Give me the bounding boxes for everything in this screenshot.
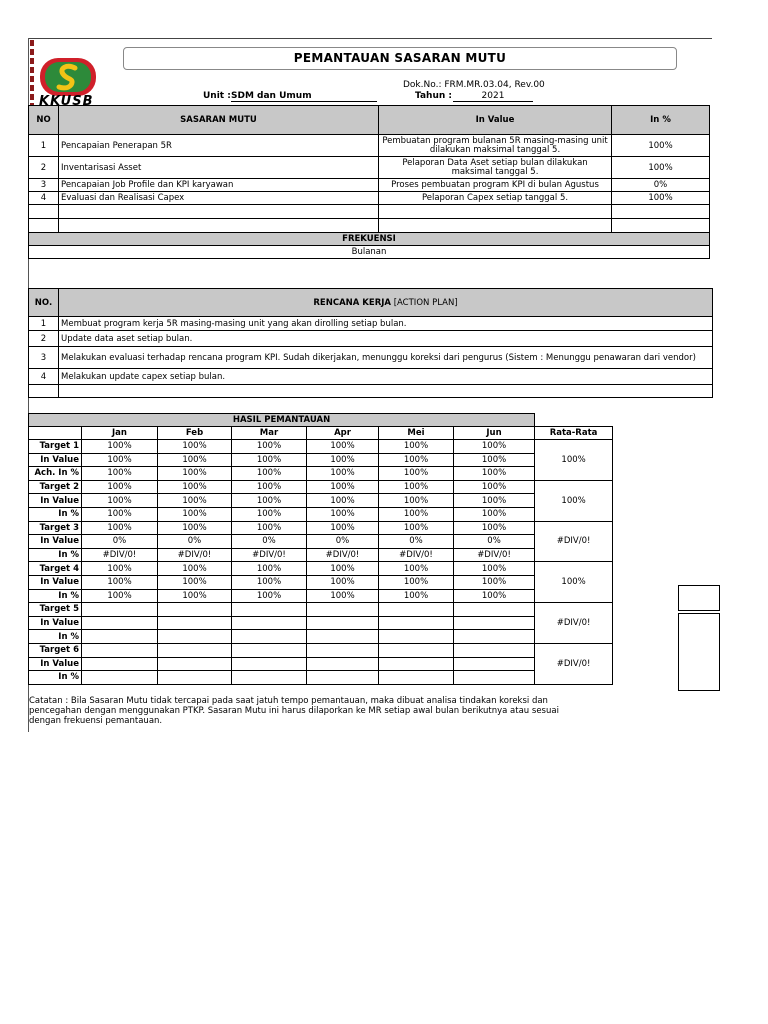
month-value bbox=[82, 657, 158, 671]
unit-label: Unit : bbox=[203, 91, 231, 101]
row-label: In % bbox=[29, 630, 82, 644]
action-text: Melakukan update capex setiap bulan. bbox=[59, 369, 713, 385]
month-value bbox=[232, 671, 307, 685]
average-value: 100% bbox=[535, 562, 613, 603]
month-value: 100% bbox=[307, 589, 379, 603]
table-row bbox=[29, 179, 710, 192]
month-value: 100% bbox=[454, 562, 535, 576]
month-value bbox=[158, 616, 232, 630]
month-value: 0% bbox=[158, 535, 232, 549]
month-value: 100% bbox=[307, 507, 379, 521]
month-value: 100% bbox=[232, 562, 307, 576]
monitoring-title: HASIL PEMANTAUAN bbox=[29, 414, 535, 427]
month-value bbox=[158, 657, 232, 671]
month-value: 100% bbox=[158, 480, 232, 494]
month-value: 100% bbox=[379, 562, 454, 576]
month-value: 100% bbox=[454, 521, 535, 535]
frekuensi-header-row bbox=[29, 233, 710, 246]
month-value: 100% bbox=[82, 589, 158, 603]
row-in-pct: 100% bbox=[612, 157, 710, 179]
month-value: 100% bbox=[454, 440, 535, 454]
row-label: In Value bbox=[29, 616, 82, 630]
row-in-pct: 0% bbox=[612, 179, 710, 192]
month-value: 100% bbox=[158, 575, 232, 589]
month-value: 100% bbox=[379, 480, 454, 494]
month-value bbox=[232, 616, 307, 630]
month-value: 100% bbox=[82, 521, 158, 535]
month-value bbox=[379, 603, 454, 617]
empty-row bbox=[29, 219, 710, 233]
avg-header: Rata-Rata bbox=[535, 427, 613, 440]
month-header: Apr bbox=[307, 427, 379, 440]
table-row bbox=[29, 192, 710, 205]
month-value: 100% bbox=[158, 521, 232, 535]
action-text: Membuat program kerja 5R masing-masing unit yang akan dirolling setiap bulan. bbox=[59, 317, 713, 331]
empty-cell bbox=[535, 414, 613, 427]
month-value bbox=[158, 603, 232, 617]
month-value bbox=[307, 657, 379, 671]
footnote: Catatan : Bila Sasaran Mutu tidak tercapai pada saat jatuh tempo pemantauan, maka dibuat analisa tindakan koreksi dan pencegahan dengan menggunakan PTKP. Sasaran Mutu ini harus dilaporkan ke MR setiap awal bulan berikutnya atau sesuai dengan frekuensi pemantauan. bbox=[29, 696, 559, 726]
row-sasaran: Pencapaian Job Profile dan KPI karyawan bbox=[59, 179, 379, 192]
action-text: Melakukan evaluasi terhadap rencana program KPI. Sudah dikerjakan, menunggu koreksi dari pengurus (Sistem : Menunggu penawaran dari vendor) bbox=[59, 347, 713, 369]
month-value bbox=[232, 630, 307, 644]
month-value: 100% bbox=[454, 453, 535, 467]
month-value: 100% bbox=[379, 467, 454, 481]
month-value bbox=[307, 603, 379, 617]
col-sasaran: SASARAN MUTU bbox=[59, 106, 379, 135]
month-value bbox=[379, 643, 454, 657]
month-value bbox=[232, 603, 307, 617]
month-header: Mar bbox=[232, 427, 307, 440]
month-value bbox=[82, 630, 158, 644]
month-value: 100% bbox=[232, 589, 307, 603]
month-value bbox=[307, 671, 379, 685]
average-value: #DIV/0! bbox=[535, 643, 613, 684]
month-value bbox=[82, 643, 158, 657]
table-row bbox=[29, 616, 613, 630]
month-value: 0% bbox=[232, 535, 307, 549]
action-title-bold: RENCANA KERJA bbox=[313, 297, 391, 308]
row-label: In Value bbox=[29, 453, 82, 467]
table-row bbox=[29, 157, 710, 179]
tahun-value: 2021 bbox=[453, 91, 533, 102]
month-value bbox=[454, 603, 535, 617]
month-header: Feb bbox=[158, 427, 232, 440]
month-value bbox=[232, 643, 307, 657]
table-row bbox=[29, 494, 613, 508]
table-row bbox=[29, 575, 613, 589]
month-value: 100% bbox=[158, 467, 232, 481]
tahun-label: Tahun : bbox=[415, 91, 453, 101]
month-value bbox=[307, 630, 379, 644]
page-title: PEMANTAUAN SASARAN MUTU bbox=[293, 51, 507, 65]
month-header: Jun bbox=[454, 427, 535, 440]
table-row bbox=[29, 453, 613, 467]
month-value: #DIV/0! bbox=[158, 548, 232, 562]
month-value bbox=[454, 671, 535, 685]
month-value: 100% bbox=[307, 467, 379, 481]
list-item bbox=[29, 317, 713, 331]
month-header: Mei bbox=[379, 427, 454, 440]
row-in-pct: 100% bbox=[612, 135, 710, 157]
month-value: 100% bbox=[379, 507, 454, 521]
month-value: 100% bbox=[307, 562, 379, 576]
month-value: 0% bbox=[307, 535, 379, 549]
month-value: 100% bbox=[232, 507, 307, 521]
list-item bbox=[29, 369, 713, 385]
row-in-value: Pelaporan Data Aset setiap bulan dilakukan maksimal tanggal 5. bbox=[379, 157, 612, 179]
month-value: 100% bbox=[82, 467, 158, 481]
table-row bbox=[29, 643, 613, 657]
month-value: 100% bbox=[158, 440, 232, 454]
monitoring-title-row bbox=[29, 414, 613, 427]
table-row bbox=[29, 521, 613, 535]
average-value: 100% bbox=[535, 480, 613, 521]
month-value: 100% bbox=[158, 507, 232, 521]
row-no: 1 bbox=[29, 135, 59, 157]
month-header-row bbox=[29, 427, 613, 440]
month-value bbox=[379, 671, 454, 685]
month-value bbox=[379, 630, 454, 644]
month-value: 100% bbox=[454, 507, 535, 521]
table-row bbox=[29, 562, 613, 576]
month-value bbox=[82, 671, 158, 685]
month-value: 100% bbox=[158, 562, 232, 576]
average-value: 100% bbox=[535, 440, 613, 481]
month-value: 100% bbox=[307, 480, 379, 494]
col-in-pct: In % bbox=[612, 106, 710, 135]
row-label: In % bbox=[29, 548, 82, 562]
month-value: 100% bbox=[379, 521, 454, 535]
month-value: 0% bbox=[454, 535, 535, 549]
doc-number: Dok.No.: FRM.MR.03.04, Rev.00 bbox=[403, 80, 545, 90]
month-value: 100% bbox=[454, 575, 535, 589]
month-value: 0% bbox=[82, 535, 158, 549]
row-label: Ach. In % bbox=[29, 467, 82, 481]
month-value: 100% bbox=[232, 494, 307, 508]
month-value: 100% bbox=[379, 440, 454, 454]
month-value bbox=[158, 643, 232, 657]
row-in-value: Proses pembuatan program KPI di bulan Agustus bbox=[379, 179, 612, 192]
month-value: 100% bbox=[82, 562, 158, 576]
table-row bbox=[29, 589, 613, 603]
row-no: 2 bbox=[29, 157, 59, 179]
month-value: 100% bbox=[307, 453, 379, 467]
table-row bbox=[29, 603, 613, 617]
month-value: #DIV/0! bbox=[379, 548, 454, 562]
row-label: In Value bbox=[29, 535, 82, 549]
month-value: 100% bbox=[82, 575, 158, 589]
targets-header-row bbox=[29, 106, 710, 135]
month-value: 100% bbox=[82, 440, 158, 454]
row-in-value: Pelaporan Capex setiap tanggal 5. bbox=[379, 192, 612, 205]
table-row bbox=[29, 135, 710, 157]
list-item bbox=[29, 331, 713, 347]
month-value: 100% bbox=[232, 480, 307, 494]
frekuensi-value-row bbox=[29, 246, 710, 259]
month-value: 100% bbox=[379, 494, 454, 508]
action-col-title bbox=[59, 289, 713, 317]
month-value bbox=[454, 643, 535, 657]
frekuensi-label: FREKUENSI bbox=[29, 233, 710, 246]
action-no: 3 bbox=[29, 347, 59, 369]
row-in-pct: 100% bbox=[612, 192, 710, 205]
month-value: 100% bbox=[307, 521, 379, 535]
month-value bbox=[379, 616, 454, 630]
month-value: 100% bbox=[82, 480, 158, 494]
month-value: 100% bbox=[232, 575, 307, 589]
company-logo bbox=[37, 56, 99, 112]
month-value bbox=[232, 657, 307, 671]
side-box-2 bbox=[678, 613, 720, 691]
row-label: In Value bbox=[29, 575, 82, 589]
action-no: 4 bbox=[29, 369, 59, 385]
month-value: 100% bbox=[454, 589, 535, 603]
month-value: 100% bbox=[232, 440, 307, 454]
row-label: Target 2 bbox=[29, 480, 82, 494]
table-row bbox=[29, 467, 613, 481]
row-in-value: Pembuatan program bulanan 5R masing-masing unit dilakukan maksimal tanggal 5. bbox=[379, 135, 612, 157]
row-label: Target 5 bbox=[29, 603, 82, 617]
row-label: Target 1 bbox=[29, 440, 82, 454]
row-no: 3 bbox=[29, 179, 59, 192]
month-value: 100% bbox=[454, 480, 535, 494]
month-value: #DIV/0! bbox=[454, 548, 535, 562]
average-value: #DIV/0! bbox=[535, 603, 613, 644]
row-label: In Value bbox=[29, 494, 82, 508]
row-label: In % bbox=[29, 671, 82, 685]
month-value bbox=[454, 616, 535, 630]
month-value: 100% bbox=[82, 453, 158, 467]
empty-cell bbox=[29, 427, 82, 440]
title-box bbox=[123, 47, 677, 70]
row-sasaran: Inventarisasi Asset bbox=[59, 157, 379, 179]
row-label: Target 3 bbox=[29, 521, 82, 535]
empty-row bbox=[29, 385, 713, 398]
action-no: 2 bbox=[29, 331, 59, 347]
month-value: 100% bbox=[232, 521, 307, 535]
month-value: 0% bbox=[379, 535, 454, 549]
table-row bbox=[29, 548, 613, 562]
month-value: 100% bbox=[307, 575, 379, 589]
month-value bbox=[307, 616, 379, 630]
month-value bbox=[82, 603, 158, 617]
month-value: 100% bbox=[232, 467, 307, 481]
frekuensi-value: Bulanan bbox=[29, 246, 710, 259]
decorative-red-bar bbox=[30, 40, 34, 110]
average-value: #DIV/0! bbox=[535, 521, 613, 562]
action-no: 1 bbox=[29, 317, 59, 331]
month-value: 100% bbox=[158, 453, 232, 467]
month-value: #DIV/0! bbox=[82, 548, 158, 562]
month-value: 100% bbox=[454, 494, 535, 508]
month-value: 100% bbox=[379, 589, 454, 603]
month-value: 100% bbox=[82, 494, 158, 508]
table-row bbox=[29, 440, 613, 454]
unit-value: SDM dan Umum bbox=[231, 91, 377, 102]
month-value: 100% bbox=[82, 507, 158, 521]
month-value: 100% bbox=[379, 453, 454, 467]
table-row bbox=[29, 657, 613, 671]
empty-row bbox=[29, 205, 710, 219]
table-row bbox=[29, 507, 613, 521]
table-row bbox=[29, 480, 613, 494]
monitoring-table bbox=[28, 413, 613, 685]
col-no: NO bbox=[29, 106, 59, 135]
month-value bbox=[158, 671, 232, 685]
row-label: In % bbox=[29, 507, 82, 521]
month-value: 100% bbox=[379, 575, 454, 589]
table-row bbox=[29, 630, 613, 644]
action-plan-table bbox=[28, 288, 713, 398]
side-box-1 bbox=[678, 585, 720, 611]
row-label: Target 6 bbox=[29, 643, 82, 657]
month-value bbox=[454, 630, 535, 644]
col-in-value: In Value bbox=[379, 106, 612, 135]
top-rule bbox=[28, 38, 712, 39]
logo-text: KKUSB bbox=[39, 94, 94, 109]
action-text: Update data aset setiap bulan. bbox=[59, 331, 713, 347]
month-value: 100% bbox=[158, 589, 232, 603]
month-value: 100% bbox=[307, 494, 379, 508]
month-value bbox=[379, 657, 454, 671]
month-value bbox=[307, 643, 379, 657]
month-value: 100% bbox=[454, 467, 535, 481]
row-sasaran: Evaluasi dan Realisasi Capex bbox=[59, 192, 379, 205]
month-value bbox=[454, 657, 535, 671]
month-value: #DIV/0! bbox=[307, 548, 379, 562]
row-label: In % bbox=[29, 589, 82, 603]
row-sasaran: Pencapaian Penerapan 5R bbox=[59, 135, 379, 157]
row-no: 4 bbox=[29, 192, 59, 205]
action-col-no: NO. bbox=[29, 289, 59, 317]
table-row bbox=[29, 671, 613, 685]
month-header: Jan bbox=[82, 427, 158, 440]
month-value: 100% bbox=[158, 494, 232, 508]
month-value: 100% bbox=[232, 453, 307, 467]
month-value: 100% bbox=[307, 440, 379, 454]
row-label: Target 4 bbox=[29, 562, 82, 576]
action-plan-header-row bbox=[29, 289, 713, 317]
row-label: In Value bbox=[29, 657, 82, 671]
month-value bbox=[82, 616, 158, 630]
targets-table bbox=[28, 105, 710, 259]
month-value bbox=[158, 630, 232, 644]
table-row bbox=[29, 535, 613, 549]
list-item bbox=[29, 347, 713, 369]
month-value: #DIV/0! bbox=[232, 548, 307, 562]
action-title-normal: [ACTION PLAN] bbox=[391, 297, 458, 308]
